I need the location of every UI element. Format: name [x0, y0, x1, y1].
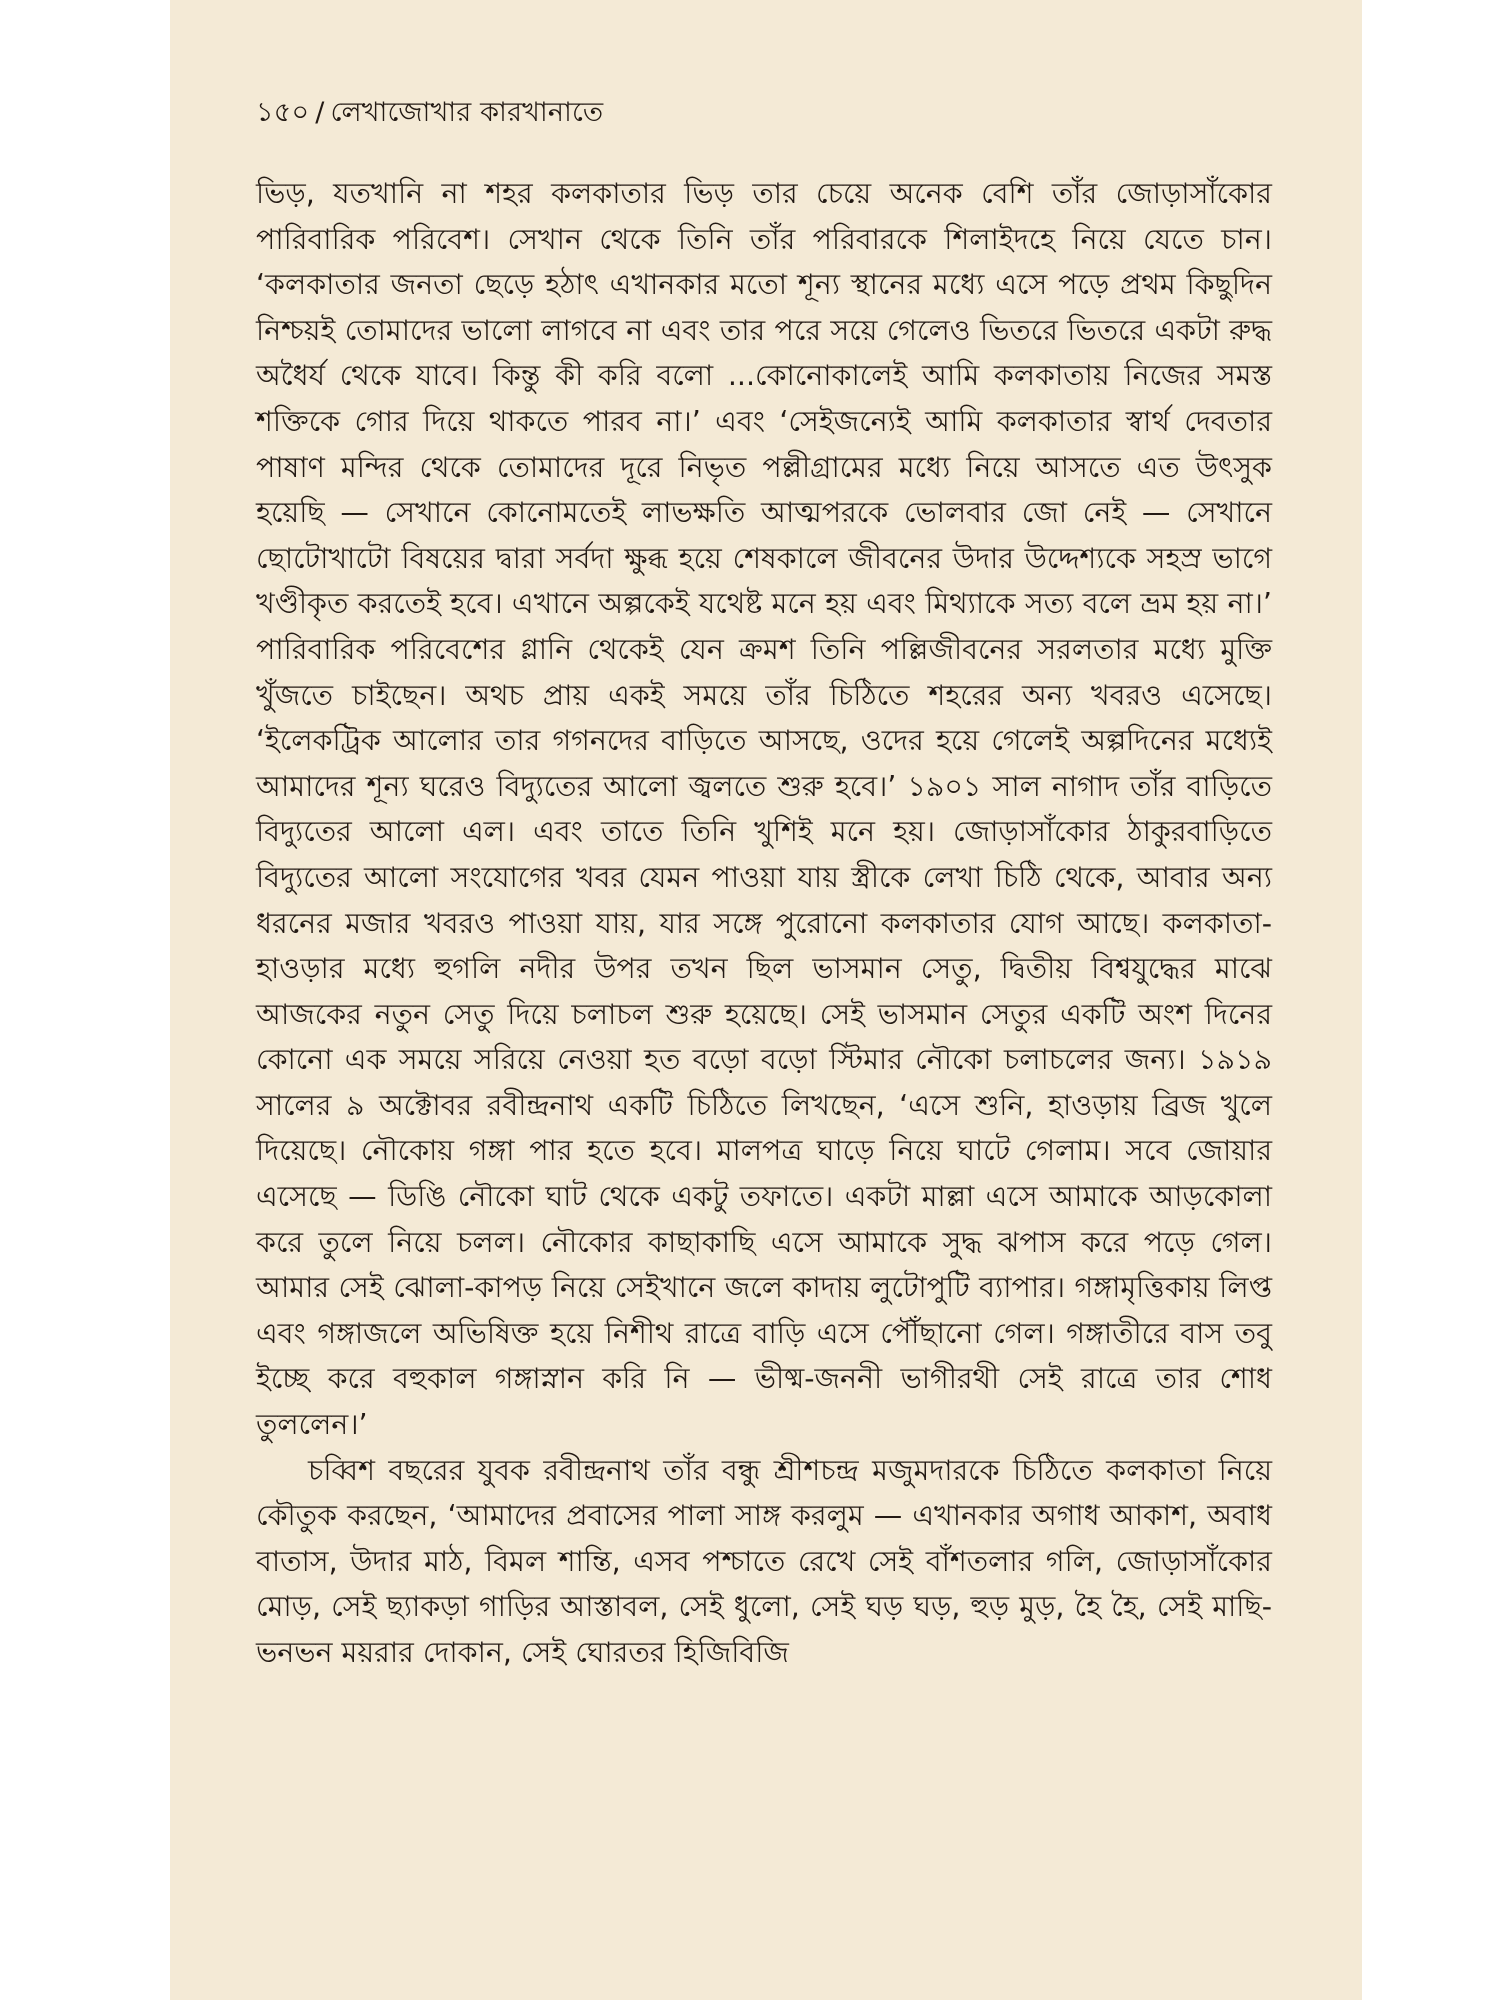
book-title: লেখাজোখার কারখানাতে	[330, 97, 604, 128]
running-header	[256, 92, 1272, 137]
book-page	[170, 0, 1362, 2000]
body-paragraph-2: চব্বিশ বছরের যুবক রবীন্দ্রনাথ তাঁর বন্ধু শ্রীশচন্দ্র মজুমদারকে চিঠিতে কলকাতা নিয়ে কৌতুক করছেন, ‘আমাদের প্রবাসের পালা সাঙ্গ করলুম — এখানকার অগাধ আকাশ, অবাধ বাতাস, উদার মাঠ, বিমল শান্তি, এসব পশ্চাতে রেখে সেই বাঁশতলার গলি, জোড়াসাঁকোর মোড়, সেই ছ্যাকড়া গাড়ির আস্তাবল, সেই ধুলো, সেই ঘড় ঘড়, হুড় মুড়, হৈ হৈ, সেই মাছি-ভনভন ময়রার দোকান, সেই ঘোরতর হিজিবিজি	[256, 1453, 1272, 1669]
page-number: ১৫০	[256, 97, 310, 128]
body-paragraph-1: ভিড়, যতখানি না শহর কলকাতার ভিড় তার চেয়ে অনেক বেশি তাঁর জোড়াসাঁকোর পারিবারিক পরিবেশ। সেখান থেকে তিনি তাঁর পরিবারকে শিলাইদহে নিয়ে যেতে চান। ‘কলকাতার জনতা ছেড়ে হঠাৎ এখানকার মতো শূন্য স্থানের মধ্যে এসে পড়ে প্রথম কিছুদিন নিশ্চয়ই তোমাদের ভালো লাগবে না এবং তার পরে সয়ে গেলেও ভিতরে ভিতরে একটা রুদ্ধ অধৈর্য থেকে যাবে। কিন্তু কী করি বলো ...কোনোকালেই আমি কলকাতায় নিজের সমস্ত শক্তিকে গোর দিয়ে থাকতে পারব না।’ এবং ‘সেইজন্যেই আমি কলকাতার স্বার্থ দেবতার পাষাণ মন্দির থেকে তোমাদের দূরে নিভৃত পল্লীগ্রামের মধ্যে নিয়ে আসতে এত উৎসুক হয়েছি — সেখানে কোনোমতেই লাভক্ষতি আত্মপরকে ভোলবার জো নেই — সেখানে ছোটোখাটো বিষয়ের দ্বারা সর্বদা ক্ষুব্ধ হয়ে শেষকালে জীবনের উদার উদ্দেশ্যকে সহস্র ভাগে খণ্ডীকৃত করতেই হবে। এখানে অল্পকেই যথেষ্ট মনে হয় এবং মিথ্যাকে সত্য বলে ভ্রম হয় না।’ পারিবারিক পরিবেশের গ্লানি থেকেই যেন ক্রমশ তিনি পল্লিজীবনের সরলতার মধ্যে মুক্তি খুঁজতে চাইছেন। অথচ প্রায় একই সময়ে তাঁর চিঠিতে শহরের অন্য খবরও এসেছে। ‘ইলেকট্রিক আলোর তার গগনদের বাড়িতে আসছে, ওদের হয়ে গেলেই অল্পদিনের মধ্যেই আমাদের শূন্য ঘরেও বিদ্যুতের আলো জ্বলতে শুরু হবে।’ ১৯০১ সাল নাগাদ তাঁর বাড়িতে বিদ্যুতের আলো এল। এবং তাতে তিনি খুশিই মনে হয়। জোড়াসাঁকোর ঠাকুরবাড়িতে বিদ্যুতের আলো সংযোগের খবর যেমন পাওয়া যায় স্ত্রীকে লেখা চিঠি থেকে, আবার অন্য ধরনের মজার খবরও পাওয়া যায়, যার সঙ্গে পুরোনো কলকাতার যোগ আছে। কলকাতা-হাওড়ার মধ্যে হুগলি নদীর উপর তখন ছিল ভাসমান সেতু, দ্বিতীয় বিশ্বযুদ্ধের মাঝে আজকের নতুন সেতু দিয়ে চলাচল শুরু হয়েছে। সেই ভাসমান সেতুর একটি অংশ দিনের কোনো এক সময়ে সরিয়ে নেওয়া হত বড়ো বড়ো স্টিমার নৌকো চলাচলের জন্য। ১৯১৯ সালের ৯ অক্টোবর রবীন্দ্রনাথ একটি চিঠিতে লিখছেন, ‘এসে শুনি, হাওড়ায় ব্রিজ খুলে দিয়েছে। নৌকোয় গঙ্গা পার হতে হবে। মালপত্র ঘাড়ে নিয়ে ঘাটে গেলাম। সবে জোয়ার এসেছে — ডিঙি নৌকো ঘাট থেকে একটু তফাতে। একটা মাল্লা এসে আমাকে আড়কোলা করে তুলে নিয়ে চলল। নৌকোর কাছাকাছি এসে আমাকে সুদ্ধ ঝপাস করে পড়ে গেল। আমার সেই ঝোলা-কাপড় নিয়ে সেইখানে জলে কাদায় লুটোপুটি ব্যাপার। গঙ্গামৃত্তিকায় লিপ্ত এবং গঙ্গাজলে অভিষিক্ত হয়ে নিশীথ রাত্রে বাড়ি এসে পৌঁছানো গেল। গঙ্গাতীরে বাস তবু ইচ্ছে করে বহুকাল গঙ্গাস্নান করি নি — ভীষ্ম-জননী ভাগীরথী সেই রাত্রে তার শোধ তুললেন।’	[256, 177, 1272, 1442]
header-separator: /	[315, 97, 325, 128]
